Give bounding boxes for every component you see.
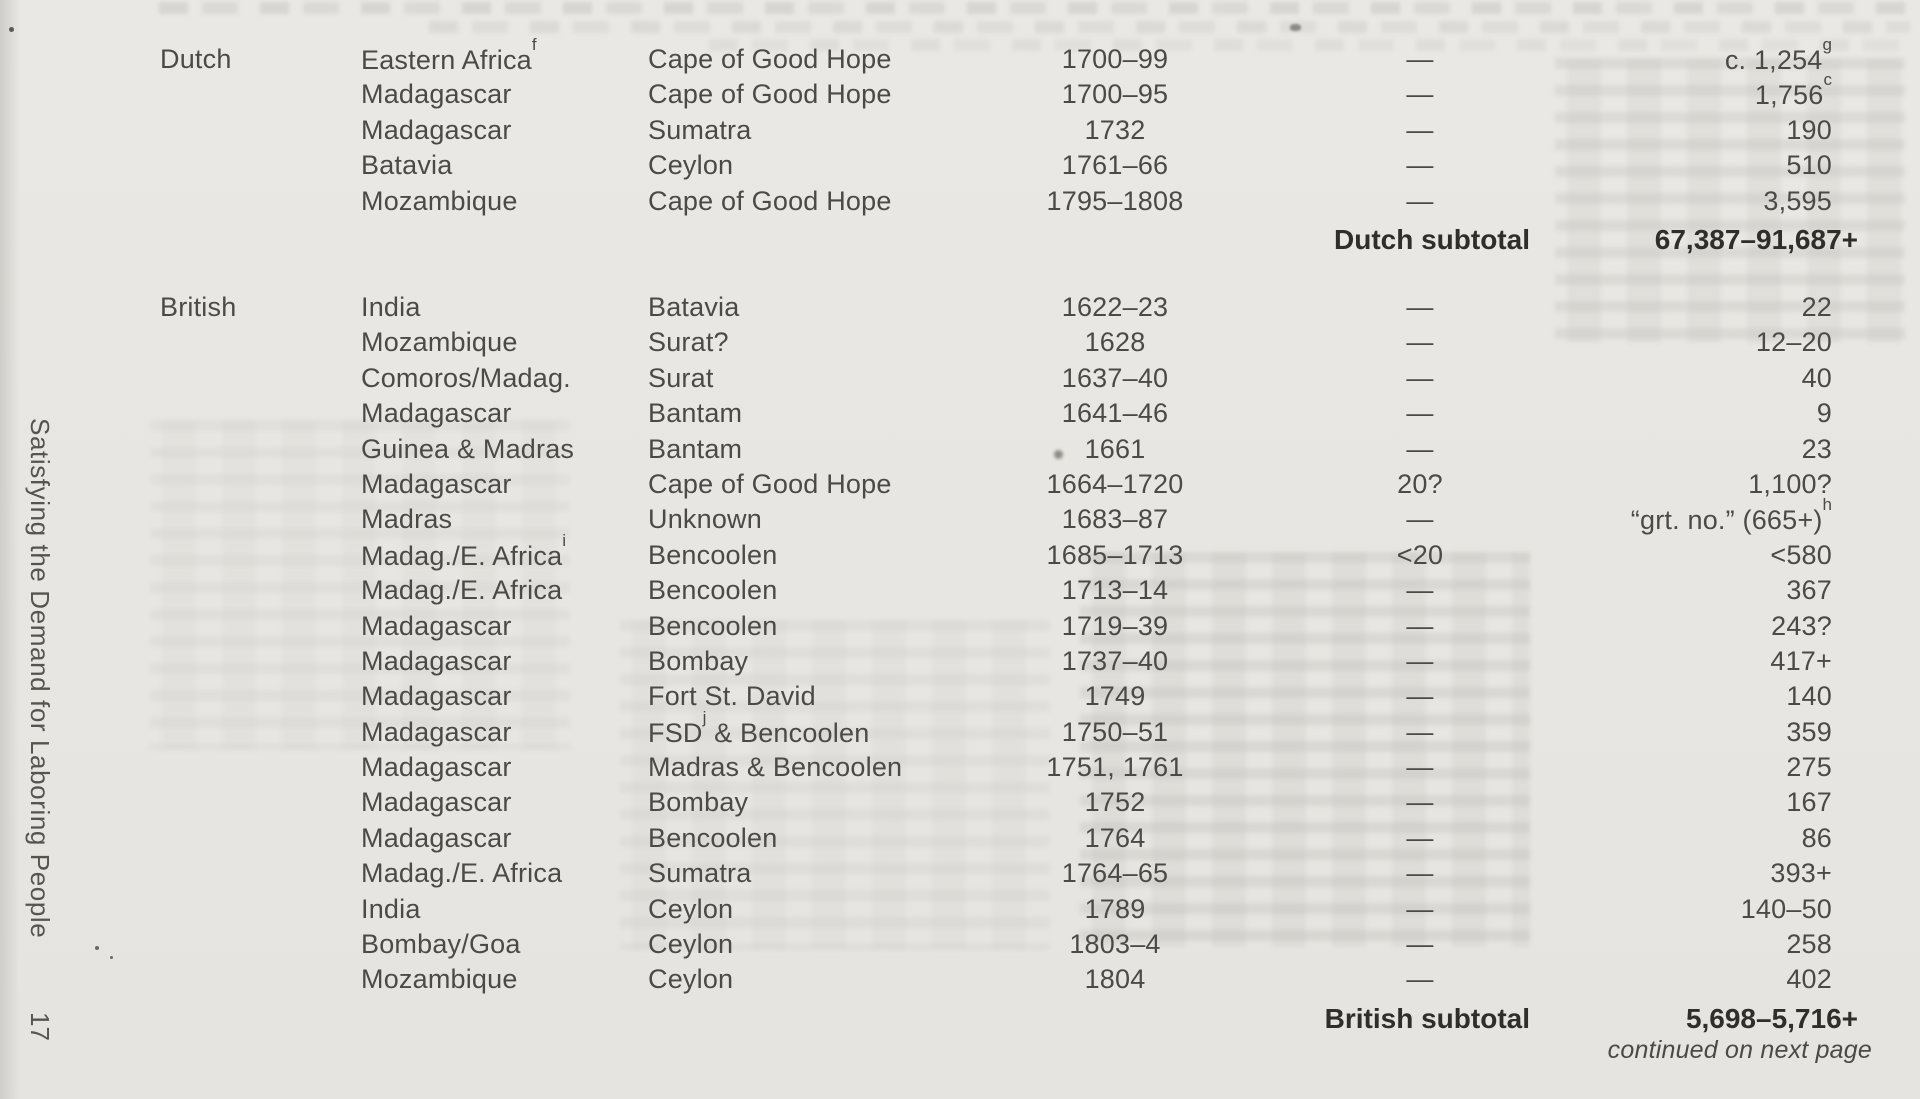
voyages-cell: — (1406, 433, 1434, 464)
table-row (0, 894, 1920, 929)
number-cell: 23 (1801, 433, 1832, 464)
footnote-marker: f (531, 35, 537, 54)
voyages-cell: — (1406, 716, 1434, 747)
number-cell: 86 (1801, 822, 1832, 853)
years-cell: 1749 (1084, 681, 1146, 712)
origin-cell: India (361, 893, 421, 924)
years-cell: 1803–4 (1069, 929, 1161, 960)
number-cell: 140 (1786, 681, 1832, 712)
origin-cell: Madag./E. Africa (361, 575, 563, 606)
voyages-cell: — (1406, 504, 1434, 535)
years-cell: 1622–23 (1061, 292, 1169, 322)
years-cell: 1661 (1084, 433, 1146, 464)
number-cell: 510 (1786, 150, 1832, 181)
footnote-marker: h (1822, 495, 1832, 515)
voyages-cell: — (1406, 362, 1434, 393)
subtotal-value: 67,387–91,687+ (1654, 223, 1858, 255)
number-cell: 9 (1816, 398, 1832, 429)
destination-cell: FSD$^j$ & Bencoolen (648, 707, 870, 748)
destination-cell: Ceylon (648, 929, 734, 960)
table-row (0, 186, 1920, 221)
voyages-cell: — (1406, 575, 1434, 606)
years-cell: 1737–40 (1061, 645, 1169, 676)
number-cell: 393+ (1770, 858, 1832, 889)
number-cell: “grt. no.” (665+)$^h$ (1630, 495, 1832, 536)
years-cell: 1664–1720 (1046, 468, 1184, 499)
table-row (0, 823, 1920, 858)
origin-cell: Madagascar (361, 398, 512, 429)
years-cell: 1628 (1084, 327, 1146, 358)
years-cell: 1637–40 (1061, 362, 1169, 393)
table-row (0, 530, 1920, 575)
number-cell: 402 (1786, 964, 1832, 995)
table-row (0, 398, 1920, 433)
origin-cell: Madagascar (361, 610, 512, 641)
number-cell: 40 (1801, 362, 1832, 393)
years-cell: 1752 (1084, 787, 1146, 818)
years-cell: 1764 (1084, 822, 1146, 853)
destination-cell: Bombay (648, 787, 749, 818)
origin-cell: Madagascar (361, 822, 512, 853)
table-row (0, 787, 1920, 822)
subtotal-row (0, 221, 1920, 264)
voyages-cell: — (1406, 752, 1434, 783)
footnote-marker: c (1823, 70, 1832, 90)
voyages-cell: — (1406, 929, 1434, 960)
number-cell: 140–50 (1740, 893, 1832, 924)
destination-cell: Bombay (648, 645, 749, 676)
origin-cell: Madagascar (361, 114, 512, 145)
number-cell: 417+ (1770, 645, 1832, 676)
number-cell: 3,595 (1763, 185, 1832, 216)
subtotal-label: Dutch subtotal (1334, 223, 1530, 255)
voyages-cell: — (1406, 645, 1434, 676)
footnote-marker: g (1822, 35, 1832, 54)
voyages-cell: — (1406, 150, 1434, 181)
subtotal-value: 5,698–5,716+ (1685, 1002, 1858, 1034)
destination-cell: Bencoolen (648, 575, 778, 606)
number-cell: 12–20 (1755, 327, 1832, 358)
origin-cell: Madagascar (361, 716, 512, 747)
years-cell: 1685–1713 (1046, 539, 1184, 570)
destination-cell: Bencoolen (648, 822, 778, 853)
voyages-cell: — (1406, 292, 1434, 322)
years-cell: 1789 (1084, 893, 1146, 924)
table-section-british (0, 292, 1920, 1043)
destination-cell: Surat? (648, 327, 729, 358)
destination-cell: Cape of Good Hope (648, 79, 892, 110)
table-row (0, 292, 1920, 327)
table-row (0, 115, 1920, 150)
origin-cell: Madagascar (361, 79, 512, 110)
voyages-cell: <20 (1396, 539, 1444, 570)
table-section-dutch (0, 35, 1920, 264)
bleed-through-text (150, 2, 1910, 14)
margin-running-title: Satisfying the Demand for Laboring People (25, 418, 55, 939)
table-row (0, 611, 1920, 646)
origin-cell: Eastern Africa$^f$ (361, 35, 537, 75)
years-cell: 1764–65 (1061, 858, 1169, 889)
table-row (0, 434, 1920, 469)
voyages-cell: — (1406, 327, 1434, 358)
footnote-marker: i (562, 530, 567, 550)
origin-cell: Bombay/Goa (361, 929, 521, 960)
years-cell: 1761–66 (1061, 150, 1169, 181)
origin-cell: Madagascar (361, 468, 512, 499)
voyages-cell: — (1406, 398, 1434, 429)
destination-cell: Bencoolen (648, 539, 778, 570)
origin-cell: Guinea & Madras (361, 433, 575, 464)
table-row (0, 363, 1920, 398)
destination-cell: Cape of Good Hope (648, 185, 892, 216)
number-cell: <580 (1770, 539, 1832, 570)
origin-cell: Mozambique (361, 185, 518, 216)
destination-cell: Madras & Bencoolen (648, 752, 903, 783)
voyages-cell: — (1406, 114, 1434, 145)
number-cell: 22 (1801, 292, 1832, 322)
voyages-cell: — (1406, 822, 1434, 853)
years-cell: 1713–14 (1061, 575, 1169, 606)
table-row (0, 575, 1920, 610)
voyages-cell: — (1406, 787, 1434, 818)
table-row (0, 929, 1920, 964)
voyages-cell: 20? (1397, 468, 1443, 499)
destination-cell: Ceylon (648, 964, 734, 995)
table-row (0, 469, 1920, 504)
origin-cell: Madag./E. Africa$^i$ (361, 530, 567, 571)
table-row (0, 707, 1920, 752)
destination-cell: Ceylon (648, 893, 734, 924)
table-row (0, 495, 1920, 539)
number-cell: 258 (1786, 929, 1832, 960)
trader-group-label: British (160, 292, 237, 322)
number-cell: 243? (1771, 610, 1832, 641)
years-cell: 1700–95 (1061, 79, 1169, 110)
table-row (0, 327, 1920, 362)
origin-cell: Madag./E. Africa (361, 858, 563, 889)
years-cell: 1795–1808 (1046, 185, 1184, 216)
years-cell: 1719–39 (1061, 610, 1169, 641)
voyages-cell: — (1406, 858, 1434, 889)
scan-speck (1290, 24, 1301, 31)
table-row (0, 646, 1920, 681)
destination-cell: Surat (648, 362, 714, 393)
table-row (0, 150, 1920, 185)
table-row (0, 752, 1920, 787)
destination-cell: Ceylon (648, 150, 734, 181)
voyages-cell: — (1406, 610, 1434, 641)
destination-cell: Fort St. David (648, 681, 816, 712)
page-number: 17 (25, 1012, 55, 1041)
origin-cell: Madagascar (361, 681, 512, 712)
destination-cell: Unknown (648, 504, 762, 535)
number-cell: 275 (1786, 752, 1832, 783)
destination-cell: Cape of Good Hope (648, 468, 892, 499)
number-cell: 359 (1786, 716, 1832, 747)
destination-cell: Sumatra (648, 114, 752, 145)
destination-cell: Bantam (648, 433, 743, 464)
origin-cell: Madras (361, 504, 453, 535)
table-row (0, 70, 1920, 114)
table-row (0, 681, 1920, 716)
voyages-cell: — (1406, 185, 1434, 216)
bleed-through-text (420, 21, 1910, 33)
destination-cell: Sumatra (648, 858, 752, 889)
table-row (0, 35, 1920, 79)
number-cell: c. 1,254$^g$ (1724, 35, 1832, 75)
years-cell: 1732 (1084, 114, 1146, 145)
destination-cell: Cape of Good Hope (648, 44, 892, 74)
voyages-cell: — (1406, 681, 1434, 712)
origin-cell: Batavia (361, 150, 453, 181)
destination-cell: Bencoolen (648, 610, 778, 641)
origin-cell: Madagascar (361, 645, 512, 676)
years-cell: 1751, 1761 (1046, 752, 1184, 783)
destination-cell: Bantam (648, 398, 743, 429)
years-cell: 1641–46 (1061, 398, 1169, 429)
trader-group-label: Dutch (160, 44, 232, 74)
voyages-cell: — (1406, 44, 1434, 74)
years-cell: 1804 (1084, 964, 1146, 995)
subtotal-label: British subtotal (1324, 1002, 1530, 1034)
number-cell: 1,100? (1748, 468, 1832, 499)
origin-cell: Mozambique (361, 327, 518, 358)
origin-cell: Mozambique (361, 964, 518, 995)
number-cell: 167 (1786, 787, 1832, 818)
origin-cell: India (361, 292, 421, 322)
number-cell: 190 (1786, 114, 1832, 145)
voyages-cell: — (1406, 964, 1434, 995)
table-row (0, 964, 1920, 999)
years-cell: 1750–51 (1061, 716, 1169, 747)
voyages-cell: — (1406, 79, 1434, 110)
voyages-cell: — (1406, 893, 1434, 924)
footnote-marker: j (702, 707, 707, 727)
number-cell: 1,756$^c$ (1754, 70, 1832, 111)
number-cell: 367 (1786, 575, 1832, 606)
origin-cell: Madagascar (361, 787, 512, 818)
continued-note: continued on next page (1607, 1036, 1872, 1064)
years-cell: 1700–99 (1061, 44, 1169, 74)
years-cell: 1683–87 (1061, 504, 1169, 535)
origin-cell: Comoros/Madag. (361, 362, 571, 393)
table-row (0, 858, 1920, 893)
destination-cell: Batavia (648, 292, 740, 322)
origin-cell: Madagascar (361, 752, 512, 783)
